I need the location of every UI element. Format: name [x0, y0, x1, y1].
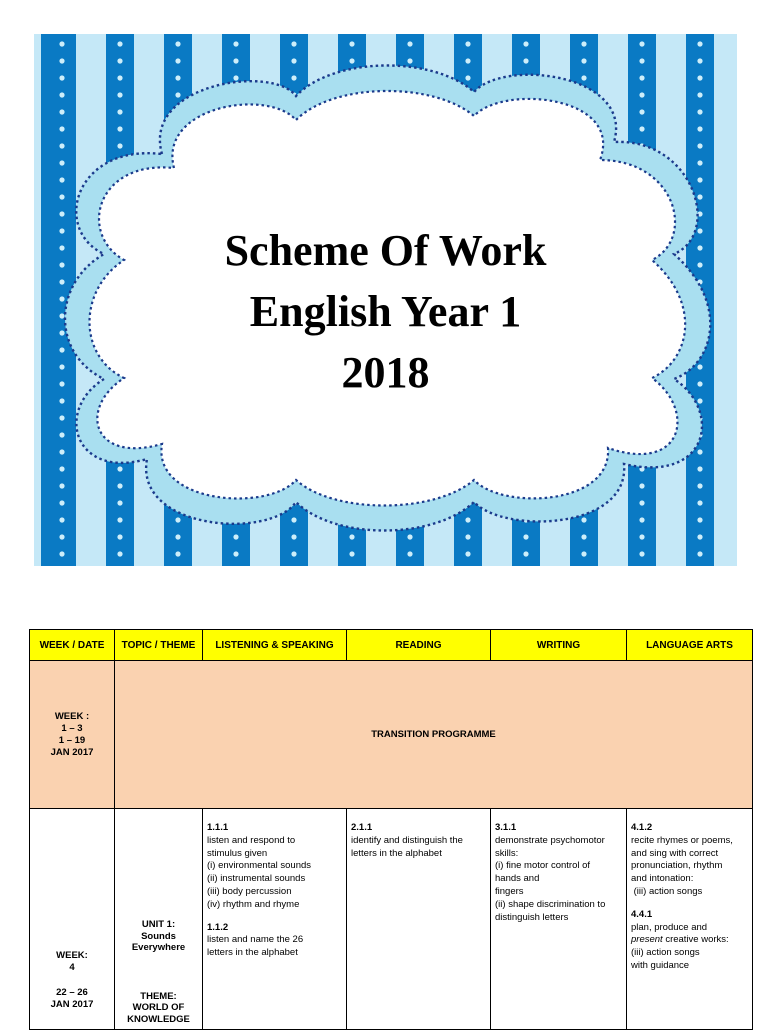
topic-cell: UNIT 1: Sounds Everywhere THEME: WORLD OF KNOWLEDGE — [115, 809, 203, 1030]
reading-cell: 2.1.1 identify and distinguish the letters in the alphabet — [347, 809, 491, 1030]
cover-title-line-1: Scheme Of Work — [224, 226, 547, 275]
writing-cell: 3.1.1 demonstrate psychomotor skills: (i) fine motor control of hands and fingers (ii) shape discrimination to distinguish letters — [491, 809, 627, 1030]
header-listening: LISTENING & SPEAKING — [203, 630, 347, 661]
table-row-unit-1 — [30, 809, 753, 1030]
cover-banner — [34, 34, 737, 566]
header-reading: READING — [347, 630, 491, 661]
header-topic: TOPIC / THEME — [115, 630, 203, 661]
language-arts-cell: 4.1.2 recite rhymes or poems, and sing with correct pronunciation, rhythm and intonation: (iii) action songs 4.4.1 plan, produce and present creative works: (iii) action songs with guidance — [627, 809, 753, 1030]
listening-cell: 1.1.1 listen and respond to stimulus given (i) environmental sounds (ii) instrumental sounds (iii) body percussion (iv) rhythm and rhyme 1.1.2 listen and name the 26 letters in the alphabet — [203, 809, 347, 1030]
header-week: WEEK / DATE — [30, 630, 115, 661]
table-header-row — [30, 630, 753, 661]
transition-programme: TRANSITION PROGRAMME — [115, 661, 753, 809]
cover-title — [34, 220, 737, 403]
header-writing: WRITING — [491, 630, 627, 661]
cover-title-line-2: English Year 1 — [249, 287, 522, 336]
scheme-table — [29, 629, 753, 1030]
week-cell: WEEK : 1 – 3 1 – 19 JAN 2017 — [30, 661, 115, 809]
cover-title-line-3: 2018 — [341, 348, 430, 397]
header-language-arts: LANGUAGE ARTS — [627, 630, 753, 661]
week-cell: WEEK: 4 22 – 26 JAN 2017 — [30, 809, 115, 1030]
table-row-transition — [30, 661, 753, 809]
